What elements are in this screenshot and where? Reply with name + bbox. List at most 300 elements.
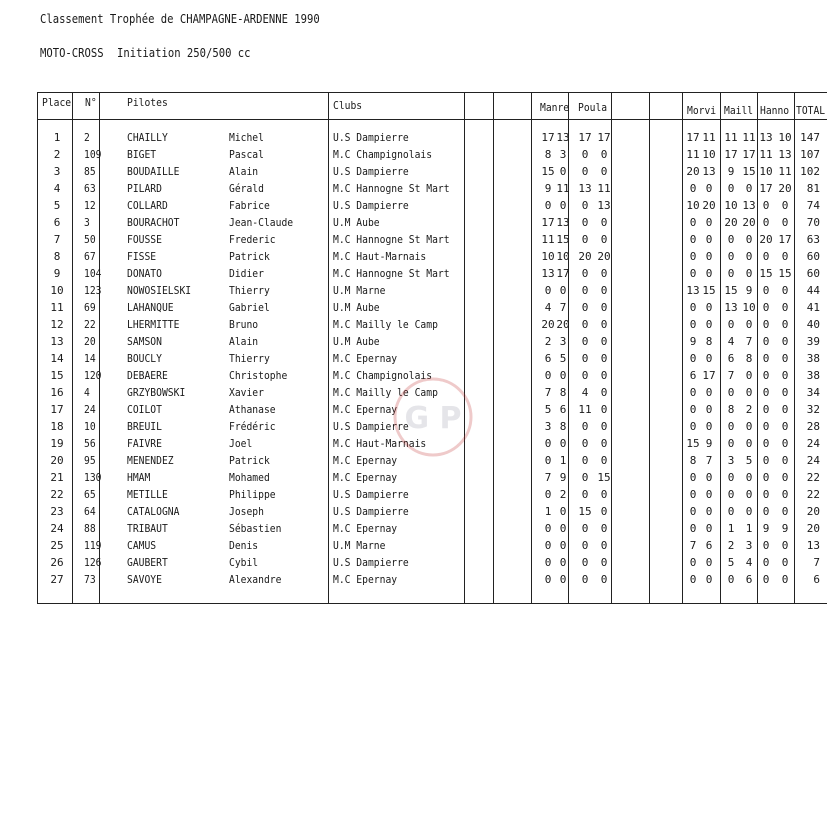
score-cell: 0: [544, 488, 552, 501]
score-cell: 11: [742, 131, 756, 144]
place-cell: 21: [50, 471, 64, 484]
total-cell: 40: [806, 318, 820, 331]
score-cell: 20: [759, 233, 773, 246]
number-cell: 73: [84, 573, 96, 586]
last-name-cell: SAMSON: [127, 335, 162, 348]
first-name-cell: Denis: [229, 539, 259, 552]
score-cell: 9: [781, 522, 789, 535]
score-cell: 10: [742, 301, 756, 314]
first-name-cell: Alexandre: [229, 573, 282, 586]
last-name-cell: CAMUS: [127, 539, 157, 552]
score-cell: 0: [762, 301, 770, 314]
club-cell: M.C Mailly le Camp: [333, 318, 438, 331]
score-cell: 13: [724, 301, 738, 314]
score-cell: 17: [759, 182, 773, 195]
first-name-cell: Frédéric: [229, 420, 276, 433]
last-name-cell: GRZYBOWSKI: [127, 386, 186, 399]
score-cell: 0: [762, 250, 770, 263]
score-cell: 0: [705, 573, 713, 586]
score-cell: 17: [686, 131, 700, 144]
score-cell: 0: [559, 573, 567, 586]
score-cell: 8: [727, 403, 735, 416]
score-cell: 0: [762, 403, 770, 416]
number-cell: 64: [84, 505, 96, 518]
club-cell: U.S Dampierre: [333, 556, 409, 569]
first-name-cell: Frederic: [229, 233, 276, 246]
score-cell: 17: [724, 148, 738, 161]
score-cell: 20: [578, 250, 592, 263]
score-cell: 0: [581, 335, 589, 348]
first-name-cell: Christophe: [229, 369, 288, 382]
col-hanno: Hanno: [760, 104, 790, 117]
score-cell: 0: [762, 454, 770, 467]
score-cell: 4: [581, 386, 589, 399]
score-cell: 0: [581, 318, 589, 331]
score-cell: 8: [745, 352, 753, 365]
score-cell: 0: [745, 182, 753, 195]
score-cell: 17: [742, 148, 756, 161]
score-cell: 0: [544, 369, 552, 382]
col-place: Place: [42, 96, 72, 109]
total-cell: 38: [806, 352, 820, 365]
score-cell: 10: [541, 250, 555, 263]
score-cell: 0: [762, 386, 770, 399]
score-cell: 0: [581, 420, 589, 433]
score-cell: 0: [581, 488, 589, 501]
score-cell: 0: [705, 488, 713, 501]
club-cell: U.S Dampierre: [333, 199, 409, 212]
score-cell: 8: [705, 335, 713, 348]
score-cell: 0: [727, 488, 735, 501]
place-cell: 2: [53, 148, 61, 161]
score-cell: 3: [544, 420, 552, 433]
number-cell: 123: [84, 284, 102, 297]
score-cell: 0: [781, 216, 789, 229]
col-clubs: Clubs: [333, 99, 363, 112]
score-cell: 11: [724, 131, 738, 144]
score-cell: 9: [705, 437, 713, 450]
score-cell: 0: [600, 573, 608, 586]
first-name-cell: Gabriel: [229, 301, 270, 314]
score-cell: 20: [742, 216, 756, 229]
place-cell: 11: [50, 301, 64, 314]
score-cell: 0: [581, 233, 589, 246]
score-cell: 15: [556, 233, 570, 246]
score-cell: 8: [689, 454, 697, 467]
club-cell: U.M Aube: [333, 216, 380, 229]
column-rule: [464, 92, 465, 604]
score-cell: 10: [686, 199, 700, 212]
score-cell: 0: [705, 301, 713, 314]
score-cell: 0: [600, 505, 608, 518]
score-cell: 0: [581, 369, 589, 382]
score-cell: 0: [581, 471, 589, 484]
place-cell: 6: [53, 216, 61, 229]
score-cell: 0: [581, 301, 589, 314]
score-cell: 0: [781, 573, 789, 586]
last-name-cell: BOURACHOT: [127, 216, 180, 229]
score-cell: 0: [727, 233, 735, 246]
place-cell: 16: [50, 386, 64, 399]
score-cell: 0: [581, 437, 589, 450]
score-cell: 13: [778, 148, 792, 161]
first-name-cell: Patrick: [229, 454, 270, 467]
first-name-cell: Didier: [229, 267, 264, 280]
first-name-cell: Philippe: [229, 488, 276, 501]
score-cell: 0: [727, 420, 735, 433]
number-cell: 3: [84, 216, 90, 229]
score-cell: 0: [581, 522, 589, 535]
score-cell: 0: [581, 216, 589, 229]
total-cell: 70: [806, 216, 820, 229]
place-cell: 23: [50, 505, 64, 518]
score-cell: 0: [781, 420, 789, 433]
place-cell: 10: [50, 284, 64, 297]
score-cell: 0: [600, 301, 608, 314]
score-cell: 15: [742, 165, 756, 178]
number-cell: 88: [84, 522, 96, 535]
club-cell: M.C Hannogne St Mart: [333, 233, 450, 246]
club-cell: M.C Epernay: [333, 573, 398, 586]
score-cell: 15: [541, 165, 555, 178]
club-cell: U.S Dampierre: [333, 420, 409, 433]
place-cell: 19: [50, 437, 64, 450]
total-cell: 41: [806, 301, 820, 314]
score-cell: 0: [581, 165, 589, 178]
total-cell: 60: [806, 250, 820, 263]
score-cell: 13: [556, 131, 570, 144]
place-cell: 20: [50, 454, 64, 467]
score-cell: 0: [559, 556, 567, 569]
score-cell: 13: [556, 216, 570, 229]
club-cell: M.C Champignolais: [333, 369, 433, 382]
score-cell: 0: [600, 352, 608, 365]
place-cell: 8: [53, 250, 61, 263]
place-cell: 15: [50, 369, 64, 382]
score-cell: 0: [544, 522, 552, 535]
total-cell: 39: [806, 335, 820, 348]
score-cell: 15: [759, 267, 773, 280]
place-cell: 1: [53, 131, 61, 144]
first-name-cell: Athanase: [229, 403, 276, 416]
score-cell: 7: [544, 471, 552, 484]
score-cell: 0: [705, 522, 713, 535]
total-cell: 20: [806, 505, 820, 518]
first-name-cell: Gérald: [229, 182, 264, 195]
last-name-cell: COILOT: [127, 403, 162, 416]
score-cell: 0: [762, 573, 770, 586]
score-cell: 0: [544, 539, 552, 552]
score-cell: 0: [689, 267, 697, 280]
score-cell: 0: [581, 352, 589, 365]
place-cell: 5: [53, 199, 61, 212]
score-cell: 0: [762, 539, 770, 552]
last-name-cell: FISSE: [127, 250, 157, 263]
score-cell: 0: [600, 420, 608, 433]
score-cell: 0: [600, 335, 608, 348]
first-name-cell: Joseph: [229, 505, 264, 518]
number-cell: 14: [84, 352, 96, 365]
col-poula: Poula: [578, 101, 608, 114]
score-cell: 0: [727, 437, 735, 450]
score-cell: 15: [686, 437, 700, 450]
score-cell: 0: [581, 556, 589, 569]
score-cell: 0: [559, 284, 567, 297]
last-name-cell: BIGET: [127, 148, 157, 161]
score-cell: 0: [600, 522, 608, 535]
score-cell: 0: [600, 216, 608, 229]
score-cell: 13: [597, 199, 611, 212]
svg-text:G P: G P: [404, 401, 462, 436]
score-cell: 0: [705, 556, 713, 569]
score-cell: 0: [781, 556, 789, 569]
club-cell: U.M Marne: [333, 284, 386, 297]
first-name-cell: Mohamed: [229, 471, 270, 484]
club-cell: M.C Epernay: [333, 454, 398, 467]
score-cell: 3: [745, 539, 753, 552]
score-cell: 0: [689, 403, 697, 416]
score-cell: 0: [581, 539, 589, 552]
score-cell: 0: [705, 318, 713, 331]
score-cell: 11: [759, 148, 773, 161]
score-cell: 13: [541, 267, 555, 280]
total-cell: 44: [806, 284, 820, 297]
number-cell: 10: [84, 420, 96, 433]
total-cell: 24: [806, 437, 820, 450]
score-cell: 0: [600, 165, 608, 178]
score-cell: 10: [759, 165, 773, 178]
club-cell: U.S Dampierre: [333, 131, 409, 144]
last-name-cell: DEBAERE: [127, 369, 168, 382]
last-name-cell: BOUDAILLE: [127, 165, 180, 178]
first-name-cell: Sébastien: [229, 522, 282, 535]
watermark-logo: [388, 372, 478, 462]
place-cell: 24: [50, 522, 64, 535]
score-cell: 0: [559, 522, 567, 535]
total-cell: 22: [806, 471, 820, 484]
col-maill: Maill: [724, 104, 754, 117]
score-cell: 0: [762, 505, 770, 518]
place-cell: 3: [53, 165, 61, 178]
score-cell: 0: [689, 522, 697, 535]
score-cell: 0: [705, 267, 713, 280]
last-name-cell: BREUIL: [127, 420, 162, 433]
header-divider: [37, 119, 827, 120]
score-cell: 2: [544, 335, 552, 348]
score-cell: 1: [727, 522, 735, 535]
score-cell: 11: [541, 233, 555, 246]
score-cell: 0: [705, 386, 713, 399]
club-cell: M.C Epernay: [333, 352, 398, 365]
score-cell: 20: [724, 216, 738, 229]
score-cell: 0: [781, 471, 789, 484]
score-cell: 5: [559, 352, 567, 365]
score-cell: 4: [745, 556, 753, 569]
place-cell: 14: [50, 352, 64, 365]
place-cell: 12: [50, 318, 64, 331]
place-cell: 4: [53, 182, 61, 195]
score-cell: 2: [727, 539, 735, 552]
place-cell: 17: [50, 403, 64, 416]
score-cell: 15: [702, 284, 716, 297]
first-name-cell: Xavier: [229, 386, 264, 399]
score-cell: 0: [689, 488, 697, 501]
score-cell: 0: [781, 454, 789, 467]
score-cell: 5: [544, 403, 552, 416]
number-cell: 126: [84, 556, 102, 569]
last-name-cell: DONATO: [127, 267, 162, 280]
place-cell: 13: [50, 335, 64, 348]
score-cell: 13: [686, 284, 700, 297]
score-cell: 0: [705, 233, 713, 246]
number-cell: 2: [84, 131, 90, 144]
place-cell: 26: [50, 556, 64, 569]
score-cell: 0: [689, 318, 697, 331]
score-cell: 17: [778, 233, 792, 246]
score-cell: 11: [686, 148, 700, 161]
total-cell: 22: [806, 488, 820, 501]
score-cell: 0: [689, 420, 697, 433]
number-cell: 63: [84, 182, 96, 195]
score-cell: 0: [600, 437, 608, 450]
score-cell: 7: [705, 454, 713, 467]
last-name-cell: METILLE: [127, 488, 168, 501]
score-cell: 0: [762, 556, 770, 569]
total-cell: 13: [806, 539, 820, 552]
score-cell: 0: [762, 284, 770, 297]
score-cell: 1: [745, 522, 753, 535]
first-name-cell: Bruno: [229, 318, 259, 331]
score-cell: 9: [745, 284, 753, 297]
score-cell: 17: [578, 131, 592, 144]
score-cell: 0: [745, 233, 753, 246]
score-cell: 9: [727, 165, 735, 178]
score-cell: 8: [559, 386, 567, 399]
score-cell: 0: [689, 182, 697, 195]
first-name-cell: Fabrice: [229, 199, 270, 212]
number-cell: 69: [84, 301, 96, 314]
score-cell: 0: [600, 233, 608, 246]
first-name-cell: Patrick: [229, 250, 270, 263]
total-cell: 7: [813, 556, 820, 569]
score-cell: 8: [559, 420, 567, 433]
last-name-cell: PILARD: [127, 182, 162, 195]
score-cell: 0: [781, 301, 789, 314]
number-cell: 109: [84, 148, 102, 161]
score-cell: 2: [745, 403, 753, 416]
number-cell: 85: [84, 165, 96, 178]
place-cell: 18: [50, 420, 64, 433]
score-cell: 0: [781, 318, 789, 331]
club-cell: U.M Aube: [333, 335, 380, 348]
score-cell: 6: [705, 539, 713, 552]
score-cell: 0: [559, 437, 567, 450]
first-name-cell: Joel: [229, 437, 253, 450]
score-cell: 20: [778, 182, 792, 195]
score-cell: 0: [745, 386, 753, 399]
club-cell: M.C Hannogne St Mart: [333, 182, 450, 195]
score-cell: 0: [781, 403, 789, 416]
score-cell: 0: [600, 148, 608, 161]
score-cell: 0: [745, 420, 753, 433]
score-cell: 6: [689, 369, 697, 382]
club-cell: M.C Hannogne St Mart: [333, 267, 450, 280]
column-rule: [328, 92, 329, 604]
number-cell: 119: [84, 539, 102, 552]
score-cell: 0: [689, 386, 697, 399]
score-cell: 0: [581, 267, 589, 280]
total-cell: 60: [806, 267, 820, 280]
score-cell: 0: [745, 369, 753, 382]
place-cell: 9: [53, 267, 61, 280]
score-cell: 0: [559, 199, 567, 212]
score-cell: 0: [600, 386, 608, 399]
place-cell: 7: [53, 233, 61, 246]
score-cell: 10: [724, 199, 738, 212]
number-cell: 120: [84, 369, 102, 382]
score-cell: 9: [544, 182, 552, 195]
score-cell: 0: [559, 505, 567, 518]
first-name-cell: Pascal: [229, 148, 264, 161]
club-cell: U.M Aube: [333, 301, 380, 314]
score-cell: 0: [762, 488, 770, 501]
last-name-cell: HMAM: [127, 471, 151, 484]
number-cell: 50: [84, 233, 96, 246]
score-cell: 0: [581, 148, 589, 161]
total-cell: 6: [813, 573, 820, 586]
score-cell: 0: [544, 199, 552, 212]
score-cell: 0: [727, 471, 735, 484]
last-name-cell: LHERMITTE: [127, 318, 180, 331]
score-cell: 0: [727, 250, 735, 263]
score-cell: 20: [686, 165, 700, 178]
score-cell: 0: [781, 250, 789, 263]
score-cell: 0: [559, 369, 567, 382]
score-cell: 0: [745, 318, 753, 331]
score-cell: 0: [745, 267, 753, 280]
number-cell: 24: [84, 403, 96, 416]
col-morvi: Morvi: [687, 104, 717, 117]
class-label: Initiation 250/500 cc: [117, 46, 251, 60]
col-pilotes: Pilotes: [127, 96, 168, 109]
place-cell: 27: [50, 573, 64, 586]
score-cell: 4: [544, 301, 552, 314]
score-cell: 1: [544, 505, 552, 518]
column-rule: [720, 92, 721, 604]
score-cell: 20: [556, 318, 570, 331]
score-cell: 0: [705, 403, 713, 416]
club-cell: U.S Dampierre: [333, 165, 409, 178]
score-cell: 0: [745, 437, 753, 450]
score-cell: 0: [600, 488, 608, 501]
score-cell: 0: [689, 233, 697, 246]
club-cell: M.C Epernay: [333, 403, 398, 416]
score-cell: 0: [762, 318, 770, 331]
last-name-cell: NOWOSIELSKI: [127, 284, 192, 297]
column-rule: [682, 92, 683, 604]
column-rule: [72, 92, 73, 604]
score-cell: 7: [544, 386, 552, 399]
number-cell: 4: [84, 386, 90, 399]
place-cell: 22: [50, 488, 64, 501]
club-cell: U.S Dampierre: [333, 505, 409, 518]
total-cell: 20: [806, 522, 820, 535]
score-cell: 0: [705, 250, 713, 263]
number-cell: 12: [84, 199, 96, 212]
first-name-cell: Jean-Claude: [229, 216, 294, 229]
score-cell: 15: [578, 505, 592, 518]
score-cell: 0: [600, 318, 608, 331]
